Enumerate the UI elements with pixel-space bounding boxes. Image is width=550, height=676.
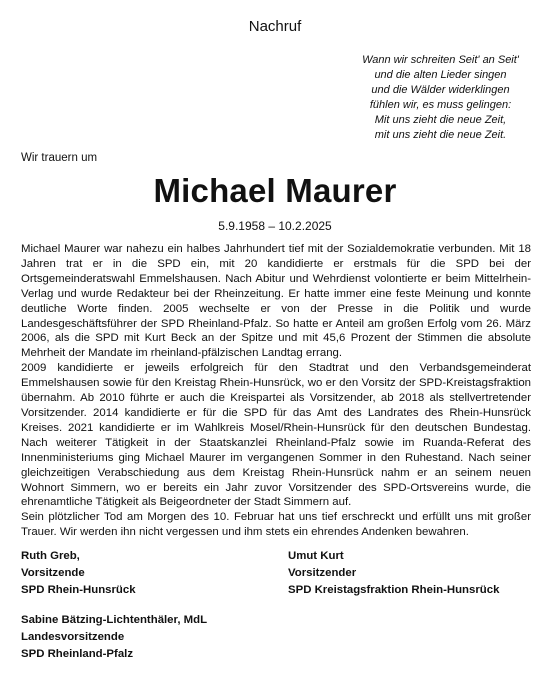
signatory-role: Vorsitzende <box>21 567 85 579</box>
signatory-organization: SPD Kreistagsfraktion Rhein-Hunsrück <box>288 584 500 596</box>
poem-line: Mit uns zieht die neue Zeit, <box>374 114 507 126</box>
signatory-organization: SPD Rheinland-Pfalz <box>21 648 134 660</box>
poem-line: und die alten Lieder singen <box>374 69 507 81</box>
biography-text <box>21 242 531 540</box>
notice-heading: Nachruf <box>248 18 302 35</box>
biography-paragraph: Michael Maurer war nahezu ein halbes Jahrhundert tief mit der Sozialdemokratie verbunden. Mit 18 Jahren trat er in die SPD ein, mit 20 kandidierte er erstmals für die SPD bei der Ortsgemeinderatswahl Emmelshausen. Nach Abitur und Wehrdienst volontierte er beim Mittelrhein-Verlag und wurde Redakteur bei der Rheinzeitung. Er hatte immer eine feste Meinung und konnte deutliche Worte finden. 2005 wechselte er von der Presse in die Politik und wurde Landesgeschäftsführer der SPD Rheinland-Pfalz. So hatte er Anteil am großen Erfolg vom 26. März 2006, als die SPD mit Kurt Beck an der Spitze und mit 45,6 Prozent der Stimmen die absolute Mehrheit der Mandate im rheinland-pfälzischen Landtag errang. <box>21 243 531 360</box>
signatory-name: Sabine Bätzing-Lichtenthäler, MdL <box>21 614 208 626</box>
signatory-role: Landesvorsitzende <box>21 631 125 643</box>
signatory-name: Umut Kurt <box>288 550 344 562</box>
poem-line: und die Wälder widerklingen <box>371 84 510 96</box>
mourning-intro: Wir trauern um <box>21 152 98 164</box>
deceased-name: Michael Maurer <box>153 172 397 209</box>
poem-line: Wann wir schreiten Seit' an Seit' <box>362 54 519 66</box>
poem-line: mit uns zieht die neue Zeit. <box>374 129 507 141</box>
signatory-role: Vorsitzender <box>288 567 357 579</box>
poem-line: fühlen wir, es muss gelingen: <box>369 99 512 111</box>
biography-paragraph: Sein plötzlicher Tod am Morgen des 10. Februar hat uns tief erschreckt und erfüllt uns mit großer Trauer. Wir werden ihn nicht vergessen und ihm stets ein ehrendes Andenken bewahren. <box>21 511 531 539</box>
signature-block <box>21 548 136 599</box>
signature-block <box>21 612 207 663</box>
signatory-organization: SPD Rhein-Hunsrück <box>21 584 136 596</box>
biography-paragraph: 2009 kandidierte er jeweils erfolgreich für den Stadtrat und den Verbandsgemeinderat Emmelshausen sowie für den Kreistag Rhein-Hunsrück, wo er den Vorsitz der SPD-Kreistagsfraktion übernahm. Ab 2010 führte er auch die Kreispartei als Vorsitzender, ab 2018 als stellvertretender Vorsitzender. 2014 kandidierte er für die SPD für das Amt des Landrates des Rhein-Hunsrück Kreises. 2021 kandidierte er im Wahlkreis Mosel/Rhein-Hunsrück für den deutschen Bundestag. Nach weiterer Tätigkeit in der Staatskanzlei Rheinland-Pfalz sowie im Ruanda-Referat des Innenministeriums ging Michael Maurer im vergangenen Sommer in den Ruhestand. Nach seiner gleichzeitigen Verabschiedung aus dem Kreistag Rhein-Hunsrück nahm er an seinem neuen Wohnort Simmern, wo er bereits ein Jahr zuvor Vorsitzender des SPD-Ortsvereins wurde, die ehrenamtliche Tätigkeit als Beigeordneter der Stadt Simmern auf. <box>21 362 531 509</box>
signatory-name: Ruth Greb, <box>21 550 80 562</box>
signature-block <box>288 548 499 599</box>
life-dates: 5.9.1958 – 10.2.2025 <box>218 219 332 233</box>
poem-quote <box>348 53 533 143</box>
